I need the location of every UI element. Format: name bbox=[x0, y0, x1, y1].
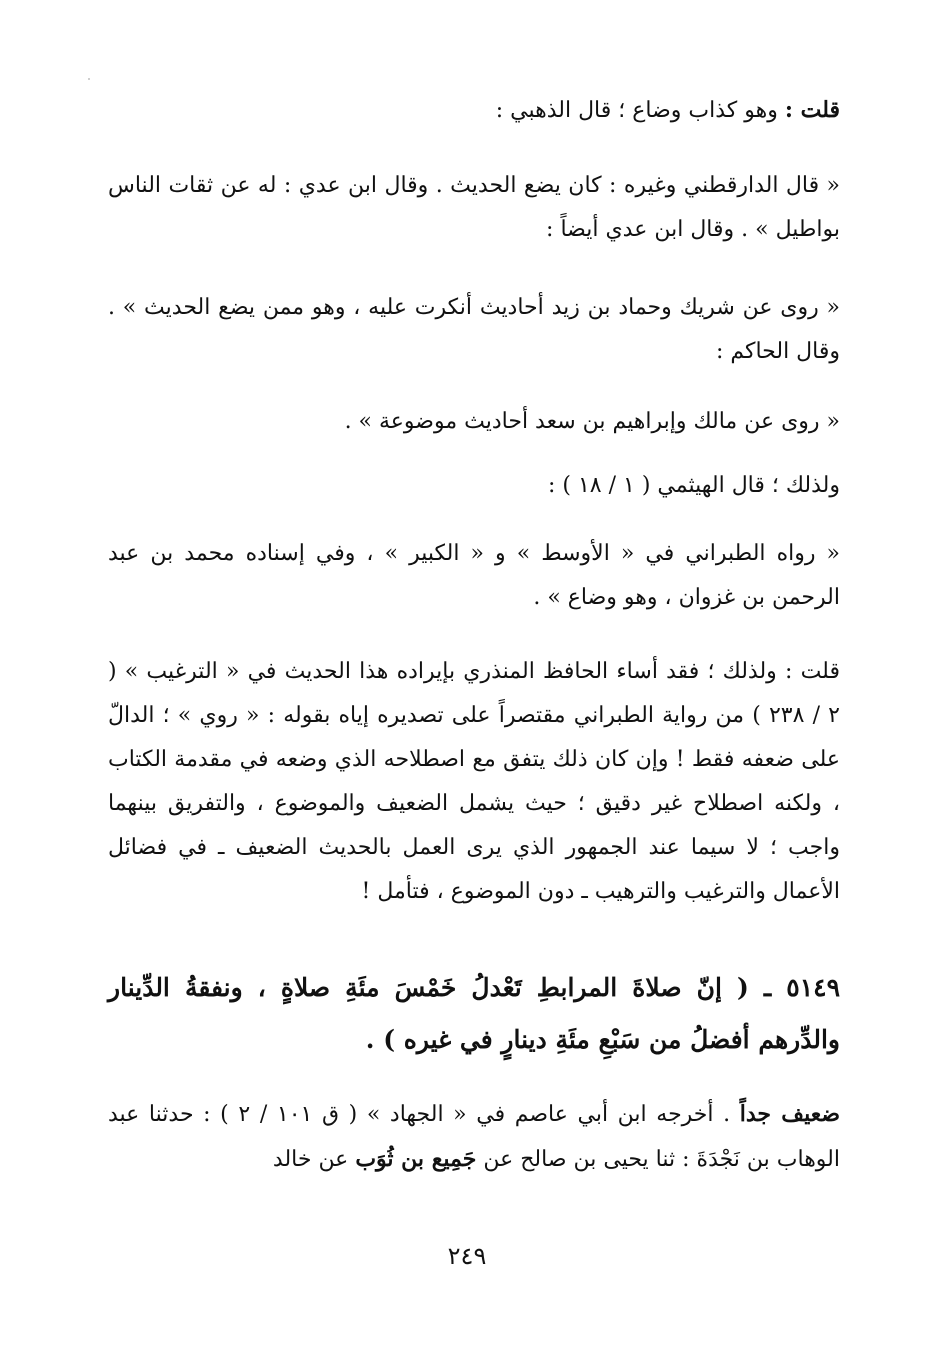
paragraph-1-lead: قلت : bbox=[784, 97, 840, 123]
hadith-5149-text: ٥١٤٩ ـ ( إنّ صلاةَ المرابطِ تَعْدلُ خَمْسَ مئَةِ صلاةٍ ، ونفقةُ الدِّينار والدِّرهم أفضلُ من سَبْعِ مئَةِ دينارٍ في غيره ) . bbox=[108, 973, 840, 1054]
paragraph-3 bbox=[108, 286, 840, 374]
page-number: ٢٤٩ bbox=[447, 1242, 487, 1270]
grading-label: ضعيف جداً bbox=[739, 1101, 840, 1127]
paragraph-4 bbox=[108, 400, 840, 444]
paragraph-1-text: وهو كذاب وضاع ؛ قال الذهبي : bbox=[495, 98, 785, 123]
paragraph-5 bbox=[108, 464, 840, 508]
paragraph-1 bbox=[108, 88, 840, 133]
narrator-name: جَمِيع بن ثُوَب bbox=[355, 1146, 477, 1172]
paragraph-7 bbox=[108, 650, 840, 914]
paragraph-5-text: ولذلك ؛ قال الهيثمي ( ١ / ١٨ ) : bbox=[547, 473, 840, 498]
paragraph-9-end: عن خالد bbox=[272, 1147, 356, 1172]
paragraph-2 bbox=[108, 164, 840, 252]
paragraph-4-text: « روى عن مالك وإبراهيم بن سعد أحاديث موضوعة » . bbox=[344, 409, 840, 434]
hadith-5149 bbox=[108, 962, 840, 1066]
paragraph-2-text: « قال الدارقطني وغيره : كان يضع الحديث . وقال ابن عدي : له عن ثقات الناس بواطيل » . وقال ابن عدي أيضاً : bbox=[108, 173, 840, 242]
paragraph-7-text: قلت : ولذلك ؛ فقد أساء الحافظ المنذري بإيراده هذا الحديث في « الترغيب » ( ٢ / ٢٣٨ ) من رواية الطبراني مقتصراً على تصديره إياه بقوله : « روي » ؛ الدالّ على ضعفه فقط ! وإن كان ذلك يتفق مع اصطلاحه الذي وضعه في مقدمة الكتاب ، ولكنه اصطلاح غير دقيق ؛ حيث يشمل الضعيف والموضوع ، والتفريق بينهما واجب ؛ لا سيما عند الجمهور الذي يرى العمل بالحديث الضعيف ـ في فضائل الأعمال والترغيب والترهيب ـ دون الموضوع ، فتأمل ! bbox=[108, 659, 840, 904]
paragraph-6 bbox=[108, 532, 840, 620]
scan-speck bbox=[88, 78, 90, 80]
paragraph-6-text: « رواه الطبراني في « الأوسط » و « الكبير » ، وفي إسناده محمد بن عبد الرحمن بن غزوان ، وهو وضاع » . bbox=[108, 541, 840, 610]
paragraph-3-text: « روى عن شريك وحماد بن زيد أحاديث أنكرت عليه ، وهو ممن يضع الحديث » . وقال الحاكم : bbox=[108, 295, 840, 364]
paragraph-9 bbox=[108, 1092, 840, 1182]
paragraph-9-text: . أخرجه ابن أبي عاصم في « الجهاد » ( ق ١٠١ / ٢ ) : حدثنا عبد الوهاب بن نَجْدَةَ : ثنا يحيى بن صالح عن bbox=[108, 1102, 840, 1172]
